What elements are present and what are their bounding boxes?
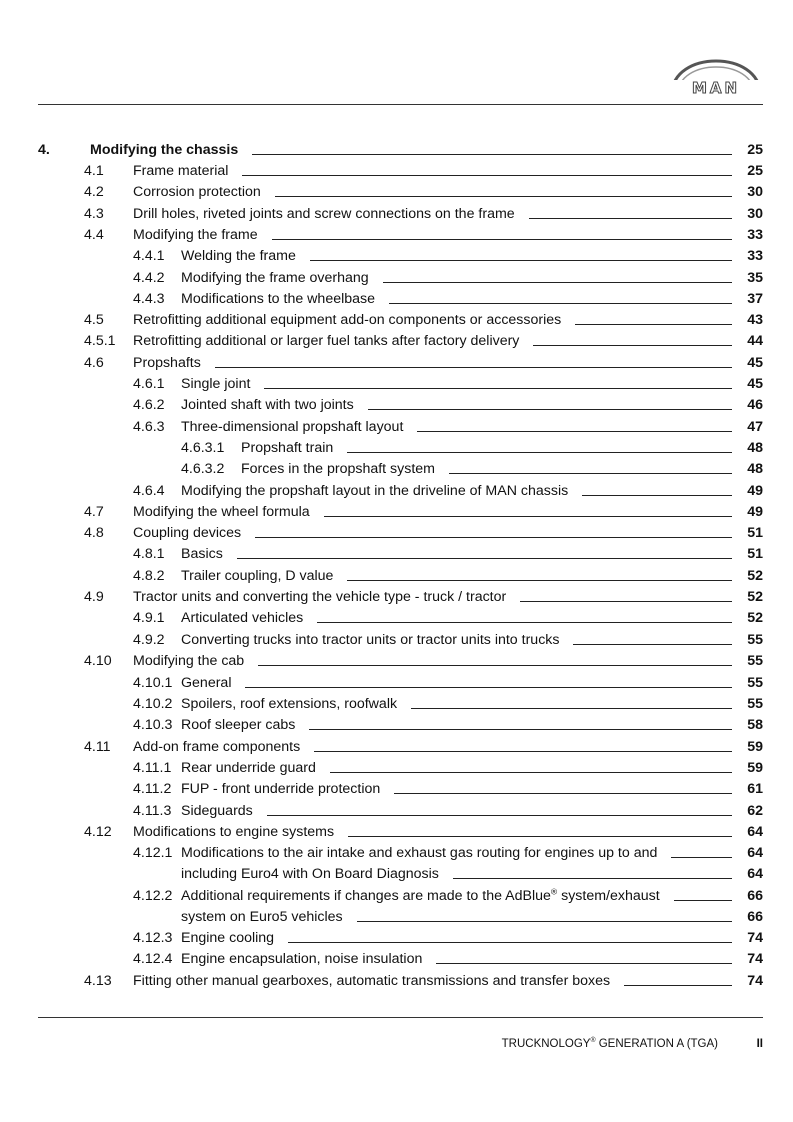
- toc-entry[interactable]: [0, 204, 793, 225]
- footer-document-title: TRUCKNOLOGY® GENERATION A (TGA): [501, 1037, 718, 1050]
- toc-entry-page: 33: [747, 227, 763, 243]
- toc-leader-line: [215, 367, 732, 368]
- toc-entry-number: 4.5: [84, 312, 104, 328]
- logo-text: MAN: [691, 79, 741, 97]
- toc-entry-title: Tractor units and converting the vehicle type - truck / tractor: [133, 589, 507, 605]
- toc-entry-number: 4.11.1: [133, 760, 172, 776]
- toc-leader-line: [674, 900, 732, 901]
- toc-entry-title: Drill holes, riveted joints and screw connections on the frame: [133, 206, 515, 222]
- toc-entry-title: Modifications to the air intake and exhaust gas routing for engines up to and: [181, 845, 658, 861]
- toc-entry-number: 4.9.1: [133, 610, 165, 626]
- toc-entry[interactable]: [0, 971, 793, 992]
- toc-entry-number: 4.5.1: [84, 333, 116, 349]
- toc-leader-line: [533, 345, 732, 346]
- toc-entry-title: Rear underride guard: [181, 760, 316, 776]
- toc-entry-title: Spoilers, roof extensions, roofwalk: [181, 696, 398, 712]
- toc-leader-line: [520, 601, 732, 602]
- toc-entry-title: Converting trucks into tractor units or tractor units into trucks: [181, 632, 560, 648]
- toc-entry-title: Single joint: [181, 376, 251, 392]
- toc-entry-title: Modifying the wheel formula: [133, 504, 310, 520]
- toc-leader-line: [275, 196, 732, 197]
- toc-entry-number: 4.11.3: [133, 803, 172, 819]
- toc-entry[interactable]: [0, 268, 793, 289]
- toc-entry-number: 4.12.2: [133, 888, 173, 904]
- toc-entry[interactable]: [0, 886, 793, 907]
- toc-entry[interactable]: [0, 779, 793, 800]
- toc-entry-title: Articulated vehicles: [181, 610, 304, 626]
- toc-entry-page: 74: [747, 973, 763, 989]
- toc-entry-page: 52: [747, 589, 763, 605]
- footer-page-number: II: [756, 1038, 763, 1050]
- toc-entry-page: 55: [747, 696, 763, 712]
- toc-entry[interactable]: [0, 673, 793, 694]
- toc-entry-page: 52: [747, 568, 763, 584]
- toc-entry-page: 49: [747, 504, 763, 520]
- toc-entry-number: 4.10.3: [133, 717, 173, 733]
- toc-entry[interactable]: [0, 140, 793, 161]
- toc-entry-number: 4.7: [84, 504, 104, 520]
- toc-leader-line: [449, 473, 732, 474]
- toc-entry-number: 4.4: [84, 227, 104, 243]
- toc-entry-title: Frame material: [133, 163, 229, 179]
- toc-entry-title: Additional requirements if changes are made to the AdBlue® system/exhaust: [181, 886, 660, 904]
- toc-leader-line: [245, 687, 732, 688]
- toc-entry[interactable]: [0, 694, 793, 715]
- toc-leader-line: [411, 708, 732, 709]
- toc-entry-number: 4.1: [84, 163, 104, 179]
- toc-entry[interactable]: [0, 331, 793, 352]
- toc-entry-page: 33: [747, 248, 763, 264]
- toc-entry-title: Jointed shaft with two joints: [181, 397, 354, 413]
- toc-entry-title: Basics: [181, 546, 223, 562]
- toc-entry-title: Forces in the propshaft system: [241, 461, 435, 477]
- toc-leader-line: [582, 495, 732, 496]
- toc-entry-title: Modifying the frame overhang: [181, 270, 369, 286]
- toc-leader-line: [237, 558, 732, 559]
- toc-entry-title: including Euro4 with On Board Diagnosis: [181, 866, 439, 882]
- toc-entry-page: 45: [747, 355, 763, 371]
- toc-entry-title: Modifying the frame: [133, 227, 258, 243]
- toc-entry-number: 4.6.4: [133, 483, 165, 499]
- toc-leader-line: [357, 921, 732, 922]
- toc-entry-number: 4.6: [84, 355, 104, 371]
- toc-entry-title: Add-on frame components: [133, 739, 301, 755]
- toc-leader-line: [624, 985, 732, 986]
- toc-entry-number: 4.12.1: [133, 845, 173, 861]
- toc-entry[interactable]: [0, 864, 793, 885]
- toc-entry-title: Roof sleeper cabs: [181, 717, 296, 733]
- toc-leader-line: [436, 963, 732, 964]
- toc-entry-title: Fitting other manual gearboxes, automatic transmissions and transfer boxes: [133, 973, 611, 989]
- toc-entry-title: Propshafts: [133, 355, 201, 371]
- toc-entry-page: 30: [747, 206, 763, 222]
- toc-entry-number: 4.6.3.1: [181, 440, 225, 456]
- toc-entry[interactable]: [0, 907, 793, 928]
- toc-entry-number: 4.2: [84, 184, 104, 200]
- toc-entry-number: 4.11: [84, 739, 111, 755]
- toc-entry[interactable]: [0, 608, 793, 629]
- toc-entry-title: Propshaft train: [241, 440, 334, 456]
- toc-entry-title: Modifications to engine systems: [133, 824, 335, 840]
- toc-entry-page: 64: [747, 824, 763, 840]
- toc-entry-page: 74: [747, 930, 763, 946]
- toc-entry[interactable]: [0, 843, 793, 864]
- toc-entry-page: 61: [747, 781, 763, 797]
- toc-entry-title: Engine cooling: [181, 930, 275, 946]
- toc-entry-number: 4.12.4: [133, 951, 173, 967]
- toc-leader-line: [453, 878, 732, 879]
- toc-entry-number: 4.3: [84, 206, 104, 222]
- toc-leader-line: [242, 175, 732, 176]
- toc-entry-number: 4.6.3: [133, 419, 165, 435]
- toc-entry-page: 30: [747, 184, 763, 200]
- toc-entry[interactable]: [0, 523, 793, 544]
- toc-entry-number: 4.12.3: [133, 930, 173, 946]
- toc-entry-page: 35: [747, 270, 763, 286]
- toc-entry[interactable]: [0, 438, 793, 459]
- toc-entry[interactable]: [0, 928, 793, 949]
- toc-entry-page: 66: [747, 888, 763, 904]
- toc-entry[interactable]: [0, 246, 793, 267]
- toc-leader-line: [368, 409, 732, 410]
- toc-leader-line: [529, 218, 732, 219]
- toc-entry-page: 58: [747, 717, 763, 733]
- toc-entry[interactable]: [0, 737, 793, 758]
- toc-entry-page: 55: [747, 632, 763, 648]
- toc-entry[interactable]: [0, 630, 793, 651]
- toc-entry-number: 4.9.2: [133, 632, 165, 648]
- toc-entry-number: 4.4.2: [133, 270, 165, 286]
- toc-entry-number: 4.10.1: [133, 675, 173, 691]
- toc-entry-page: 62: [747, 803, 763, 819]
- toc-leader-line: [417, 431, 732, 432]
- toc-entry-title: General: [181, 675, 232, 691]
- toc-entry-page: 59: [747, 760, 763, 776]
- toc-entry-page: 37: [747, 291, 763, 307]
- toc-entry-number: 4.10.2: [133, 696, 173, 712]
- toc-entry[interactable]: [0, 459, 793, 480]
- toc-entry-number: 4.12: [84, 824, 112, 840]
- toc-leader-line: [347, 452, 732, 453]
- toc-entry[interactable]: [0, 715, 793, 736]
- toc-entry-page: 51: [747, 525, 763, 541]
- toc-entry[interactable]: [0, 566, 793, 587]
- toc-entry-page: 55: [747, 675, 763, 691]
- toc-entry-page: 48: [747, 440, 763, 456]
- toc-leader-line: [383, 282, 732, 283]
- toc-entry-number: 4.8.2: [133, 568, 165, 584]
- toc-entry-title: system on Euro5 vehicles: [181, 909, 343, 925]
- toc-entry[interactable]: [0, 481, 793, 502]
- toc-entry-number: 4.4.1: [133, 248, 165, 264]
- toc-leader-line: [324, 516, 732, 517]
- toc-entry-page: 45: [747, 376, 763, 392]
- toc-entry[interactable]: [0, 417, 793, 438]
- toc-entry-page: 55: [747, 653, 763, 669]
- toc-entry-number: 4.: [38, 142, 50, 158]
- toc-entry[interactable]: [0, 822, 793, 843]
- toc-entry-number: 4.10: [84, 653, 112, 669]
- toc-entry-page: 44: [747, 333, 763, 349]
- toc-leader-line: [314, 751, 732, 752]
- toc-leader-line: [348, 836, 732, 837]
- toc-entry[interactable]: [0, 651, 793, 672]
- toc-entry-number: 4.9: [84, 589, 104, 605]
- toc-entry-number: 4.11.2: [133, 781, 172, 797]
- toc-leader-line: [394, 793, 732, 794]
- toc-entry-page: 64: [747, 866, 763, 882]
- toc-entry[interactable]: [0, 949, 793, 970]
- toc-entry-title: Modifying the propshaft layout in the driveline of MAN chassis: [181, 483, 569, 499]
- toc-entry-number: 4.6.2: [133, 397, 165, 413]
- toc-leader-line: [288, 942, 732, 943]
- toc-leader-line: [252, 154, 732, 155]
- toc-entry-title: Modifying the cab: [133, 653, 245, 669]
- toc-leader-line: [267, 815, 732, 816]
- toc-entry-page: 74: [747, 951, 763, 967]
- toc-leader-line: [573, 644, 732, 645]
- toc-entry-number: 4.6.3.2: [181, 461, 225, 477]
- toc-entry-page: 59: [747, 739, 763, 755]
- toc-entry-number: 4.8: [84, 525, 104, 541]
- toc-entry[interactable]: [0, 353, 793, 374]
- toc-leader-line: [264, 388, 732, 389]
- toc-entry-title: Retrofitting additional or larger fuel tanks after factory delivery: [133, 333, 520, 349]
- toc-leader-line: [309, 729, 732, 730]
- toc-leader-line: [575, 324, 732, 325]
- toc-leader-line: [330, 772, 732, 773]
- toc-entry-title: Corrosion protection: [133, 184, 261, 200]
- toc-entry[interactable]: [0, 374, 793, 395]
- toc-entry[interactable]: [0, 758, 793, 779]
- toc-entry-number: 4.13: [84, 973, 112, 989]
- toc-entry-title: Three-dimensional propshaft layout: [181, 419, 404, 435]
- toc-leader-line: [347, 580, 732, 581]
- toc-entry-number: 4.4.3: [133, 291, 165, 307]
- toc-entry-page: 43: [747, 312, 763, 328]
- toc-entry-page: 51: [747, 546, 763, 562]
- toc-entry-title: FUP - front underride protection: [181, 781, 381, 797]
- toc-leader-line: [317, 622, 732, 623]
- toc-entry-page: 49: [747, 483, 763, 499]
- toc-leader-line: [255, 537, 732, 538]
- toc-entry-page: 46: [747, 397, 763, 413]
- toc-entry-title: Retrofitting additional equipment add-on components or accessories: [133, 312, 562, 328]
- toc-leader-line: [671, 857, 732, 858]
- toc-entry[interactable]: [0, 587, 793, 608]
- toc-entry-page: 66: [747, 909, 763, 925]
- toc-entry[interactable]: [0, 801, 793, 822]
- toc-entry-page: 64: [747, 845, 763, 861]
- toc-entry[interactable]: [0, 544, 793, 565]
- toc-leader-line: [258, 665, 732, 666]
- toc-entry-title: Coupling devices: [133, 525, 242, 541]
- toc-entry[interactable]: [0, 502, 793, 523]
- toc-entry-number: 4.6.1: [133, 376, 165, 392]
- toc-entry-title: Engine encapsulation, noise insulation: [181, 951, 423, 967]
- toc-leader-line: [272, 239, 732, 240]
- toc-entry[interactable]: [0, 225, 793, 246]
- toc-entry[interactable]: [0, 395, 793, 416]
- toc-leader-line: [389, 303, 732, 304]
- toc-entry-title: Modifications to the wheelbase: [181, 291, 376, 307]
- toc-entry[interactable]: [0, 289, 793, 310]
- toc-entry-page: 48: [747, 461, 763, 477]
- toc-entry-title: Sideguards: [181, 803, 253, 819]
- toc-entry[interactable]: [0, 310, 793, 331]
- toc-entry[interactable]: [0, 182, 793, 203]
- toc-entry-page: 25: [747, 163, 763, 179]
- toc-entry-number: 4.8.1: [133, 546, 165, 562]
- footer-rule: [38, 1017, 763, 1018]
- toc-leader-line: [310, 260, 732, 261]
- toc-entry[interactable]: [0, 161, 793, 182]
- toc-entry-title: Trailer coupling, D value: [181, 568, 334, 584]
- toc-entry-page: 47: [747, 419, 763, 435]
- toc-entry-title: Welding the frame: [181, 248, 296, 264]
- toc-entry-page: 52: [747, 610, 763, 626]
- toc-entry-page: 25: [747, 142, 763, 158]
- toc-entry-title: Modifying the chassis: [90, 142, 239, 158]
